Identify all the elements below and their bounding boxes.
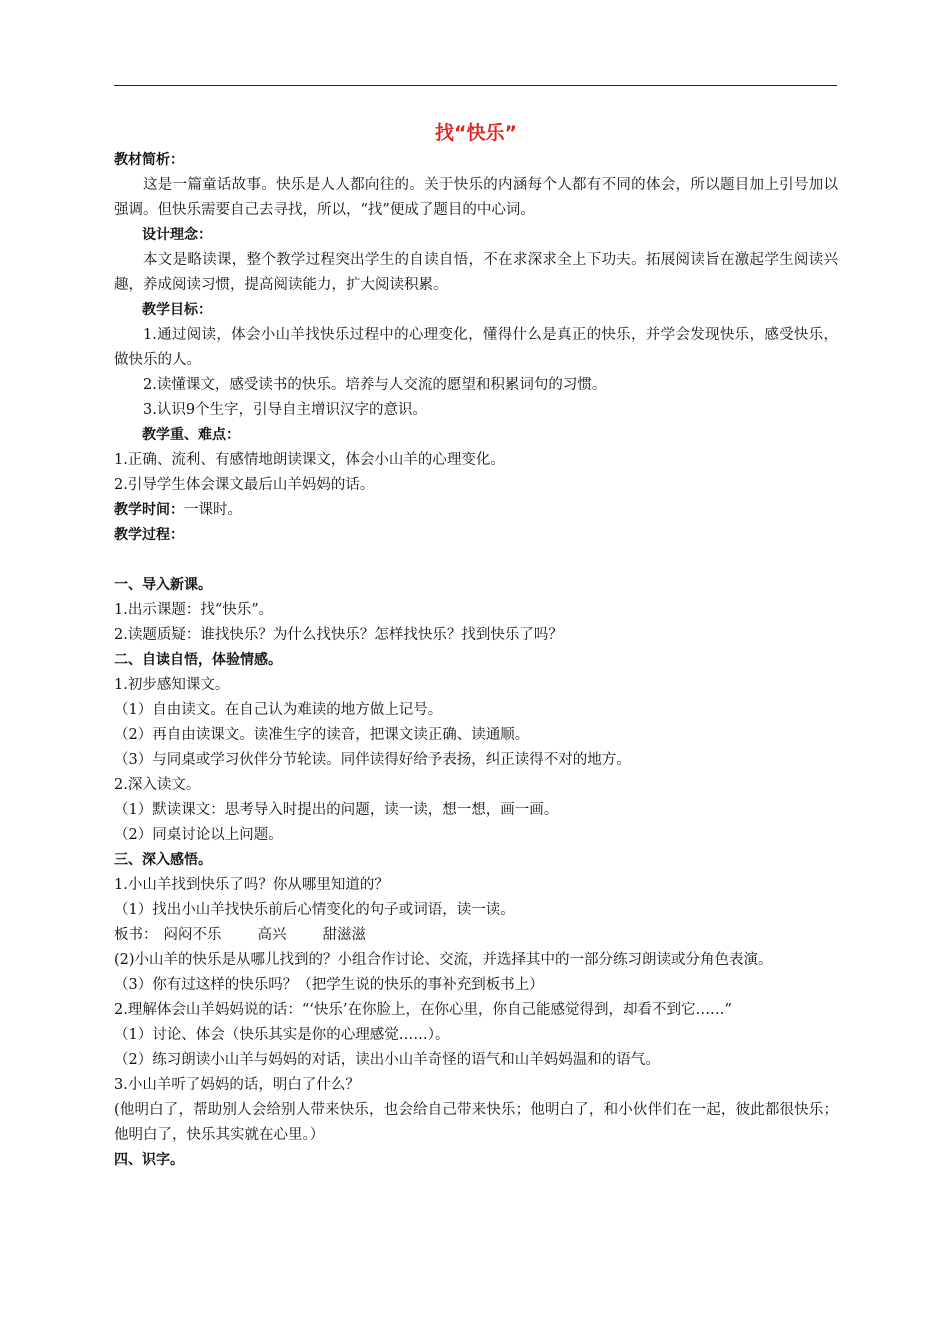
list-item: (2)小山羊的快乐是从哪儿找到的？小组合作讨论、交流，并选择其中的一部分练习朗读或分角色表演。 bbox=[114, 952, 773, 968]
teaching-time bbox=[114, 498, 838, 523]
list-item: (他明白了，帮助别人会给别人带来快乐，也会给自己带来快乐；他明白了，和小伙伴们在一起，彼此都很快乐；他明白了，快乐其实就在心里。） bbox=[114, 1102, 838, 1143]
list-item: （2）再自由读课文。读准生字的读音，把课文读正确、读通顺。 bbox=[114, 727, 530, 743]
board-word: 闷闷不乐 bbox=[163, 927, 222, 943]
header-rule bbox=[114, 85, 837, 86]
section-3-heading: 三、深入感悟。 bbox=[114, 852, 212, 868]
list-item: （1）默读课文：思考导入时提出的问题，读一读，想一想，画一画。 bbox=[114, 802, 559, 818]
section-4-heading: 四、识字。 bbox=[114, 1152, 184, 1168]
paragraph-jiaocai: 这是一篇童话故事。快乐是人人都向往的。关于快乐的内涵每个人都有不同的体会，所以题目加上引号加以强调。但快乐需要自己去寻找，所以，“找”便成了题目的中心词。 bbox=[114, 177, 838, 218]
board-word: 甜滋滋 bbox=[322, 927, 366, 943]
keypoint-item: 1.正确、流利、有感情地朗读课文，体会小山羊的心理变化。 bbox=[114, 452, 505, 468]
blackboard-line bbox=[114, 923, 838, 948]
list-item: （2）练习朗读小山羊与妈妈的对话，读出小山羊奇怪的语气和山羊妈妈温和的语气。 bbox=[114, 1052, 660, 1068]
heading-guocheng: 教学过程： bbox=[114, 527, 184, 543]
keypoint-item: 2.引导学生体会课文最后山羊妈妈的话。 bbox=[114, 477, 375, 493]
document-body bbox=[114, 120, 838, 1173]
list-item: 1.出示课题：找“快乐”。 bbox=[114, 602, 274, 618]
board-label: 板书： bbox=[114, 927, 158, 943]
spacer bbox=[114, 548, 838, 573]
goal-item: 3.认识9个生字，引导自主增识汉字的意识。 bbox=[143, 402, 428, 418]
list-item: 2.读题质疑：谁找快乐？为什么找快乐？怎样找快乐？找到快乐了吗？ bbox=[114, 627, 563, 643]
list-item: 2.理解体会山羊妈妈说的话：“‘快乐’在你脸上，在你心里，你自己能感觉得到，却看不到它……” bbox=[114, 1002, 732, 1018]
heading-mubiao: 教学目标： bbox=[142, 302, 212, 318]
list-item: 1.初步感知课文。 bbox=[114, 677, 230, 693]
list-item: （2）同桌讨论以上问题。 bbox=[114, 827, 283, 843]
list-item: （1）找出小山羊找快乐前后心情变化的句子或词语，读一读。 bbox=[114, 902, 515, 918]
list-item: 1.小山羊找到快乐了吗？你从哪里知道的？ bbox=[114, 877, 389, 893]
section-2-heading: 二、自读自悟，体验情感。 bbox=[114, 652, 282, 668]
goal-item: 1.通过阅读，体会小山羊找快乐过程中的心理变化，懂得什么是真正的快乐，并学会发现快乐，感受快乐，做快乐的人。 bbox=[114, 327, 838, 368]
list-item: （3）与同桌或学习伙伴分节轮读。同伴读得好给予表扬，纠正读得不对的地方。 bbox=[114, 752, 631, 768]
list-item: （3）你有过这样的快乐吗？（把学生说的快乐的事补充到板书上） bbox=[114, 977, 544, 993]
document-title: 找“快乐” bbox=[435, 122, 517, 144]
list-item: 2.深入读文。 bbox=[114, 777, 201, 793]
list-item: 3.小山羊听了妈妈的话，明白了什么？ bbox=[114, 1077, 360, 1093]
board-word: 高兴 bbox=[257, 927, 287, 943]
paragraph-linian: 本文是略读课，整个教学过程突出学生的自读自悟，不在求深求全上下功夫。拓展阅读旨在激起学生阅读兴趣，养成阅读习惯，提高阅读能力，扩大阅读积累。 bbox=[114, 252, 838, 293]
goal-item: 2.读懂课文，感受读书的快乐。培养与人交流的愿望和积累词句的习惯。 bbox=[143, 377, 607, 393]
list-item: （1）讨论、体会（快乐其实是你的心理感觉……）。 bbox=[114, 1027, 450, 1043]
heading-jiaocai: 教材简析： bbox=[114, 152, 184, 168]
heading-linian: 设计理念： bbox=[142, 227, 212, 243]
heading-zhongdian: 教学重、难点： bbox=[142, 427, 240, 443]
section-1-heading: 一、导入新课。 bbox=[114, 577, 212, 593]
list-item: （1）自由读文。在自己认为难读的地方做上记号。 bbox=[114, 702, 443, 718]
teaching-time-value: 一课时。 bbox=[184, 502, 242, 518]
heading-shijian: 教学时间： bbox=[114, 502, 184, 518]
